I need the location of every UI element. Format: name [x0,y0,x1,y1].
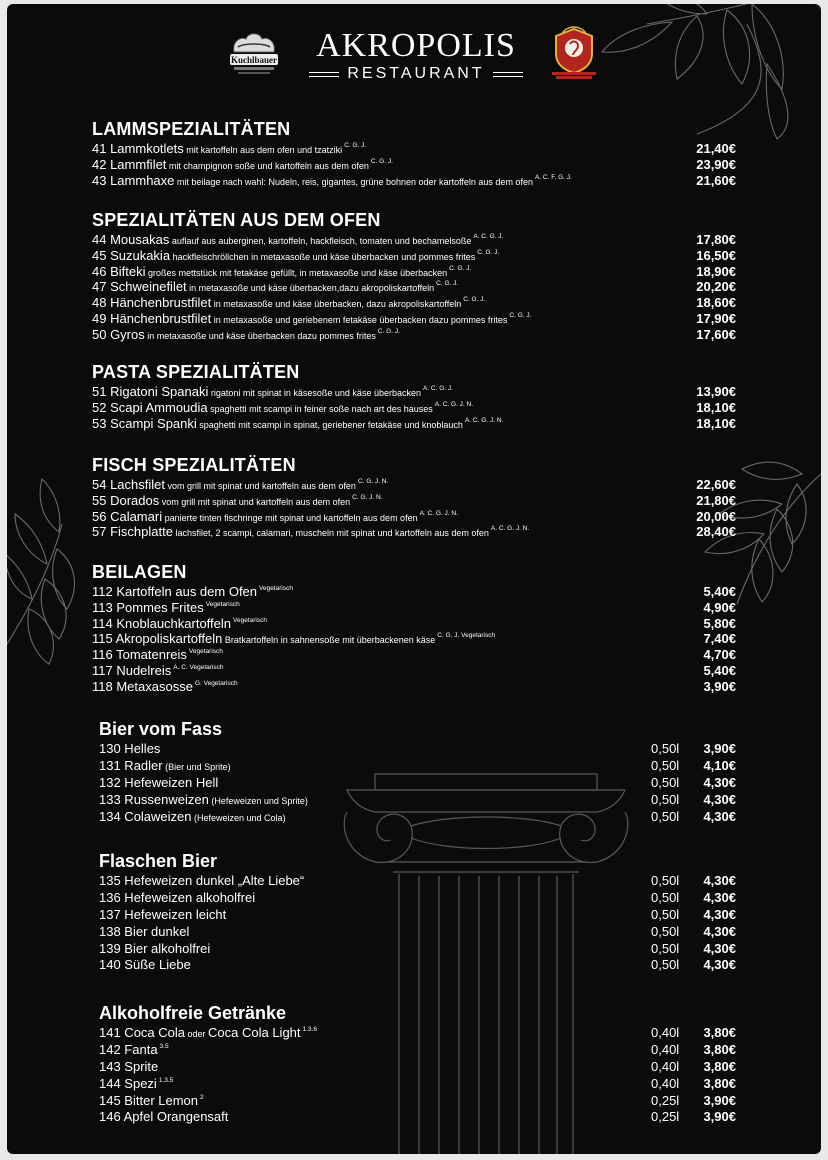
item-description: vom grill mit spinat und kartoffeln aus dem ofen [159,496,351,507]
item-price: 17,80€ [696,232,736,247]
item-description: in metaxasoße und käse überbacken, dazu akropoliskartoffeln [211,299,462,310]
drink-item [99,1025,736,1042]
menu-item [92,477,736,493]
item-description: (Bier und Sprite) [162,761,231,772]
additive-codes: 3.5 [159,1042,169,1050]
item-name: 46 Bifteki [92,263,146,279]
item-price: 28,40€ [696,524,736,540]
menu-item [92,679,736,695]
brand-name: AKROPOLIS [316,27,516,64]
section-title: PASTA SPEZIALITÄTEN [92,362,300,382]
item-volume: 0,50l [651,889,680,905]
allergen-codes: Vegetarisch [205,600,240,608]
item-name: 142 Fanta [99,1041,158,1057]
item-price: 3,90€ [703,678,736,694]
section-title: LAMMSPEZIALITÄTEN [92,119,291,139]
item-price: 3,90€ [703,1109,736,1125]
allergen-codes: Vegetarisch [259,585,293,592]
menu-item [92,647,736,663]
svg-text:Kuchlbauer: Kuchlbauer [230,55,278,65]
item-name: 45 Suzukakia [92,247,171,263]
item-price: 4,90€ [703,599,736,615]
item-name: 115 Akropoliskartoffeln [92,631,223,647]
item-name: 47 Schweinefilet [92,279,187,295]
drink-item [99,1093,736,1110]
allergen-codes: C. G. J. [344,142,367,149]
menu-item [92,509,736,525]
item-name: 51 Rigatoni Spanaki [92,384,209,399]
item-price: 21,40€ [696,141,736,156]
item-name: 137 Hefeweizen leicht [99,906,227,922]
item-description: mit champignon soße und kartoffeln aus dem ofen [166,160,369,171]
item-name: 54 Lachsfilet [92,477,165,492]
item-volume: 0,50l [651,808,680,824]
item-volume: 0,50l [651,906,680,922]
item-name: 44 Mousakas [92,232,170,247]
header [7,24,821,84]
section-pasta-spezialitaeten [92,362,736,431]
item-volume: 0,50l [651,774,680,790]
drink-item [99,907,736,924]
item-price: 20,00€ [696,508,736,524]
item-price: 4,10€ [703,757,736,773]
drink-item [99,924,736,941]
allergen-codes: Vegetarisch [188,648,223,656]
item-volume: 0,40l [651,1058,680,1074]
item-price: 18,90€ [696,263,736,279]
item-description: (Hefeweizen und Cola) [191,812,286,823]
item-description: in metaxasoße und geriebenem fetakäse überbacken dazu pommes frites [211,314,508,325]
item-volume: 0,50l [651,957,680,973]
menu-item [92,173,736,189]
menu-item [92,524,736,540]
item-name: 136 Hefeweizen alkoholfrei [99,889,256,905]
allergen-codes: A. C. G. J. N. [419,509,458,517]
item-description: oder [185,1029,209,1039]
item-price: 3,90€ [703,1092,736,1108]
menu-item [92,416,736,432]
additive-codes: 1.3.6 [302,1026,317,1033]
drink-item [99,792,736,809]
menu-item [92,248,736,264]
item-name: 52 Scapi Ammoudia [92,399,208,415]
allergen-codes: C. G. J. [449,264,472,272]
item-price: 4,30€ [703,791,736,807]
item-name: 141 Coca Cola [99,1025,185,1040]
item-description: in metaxasoße und käse überbacken,dazu akropoliskartoffeln [186,283,435,294]
item-price: 4,70€ [703,647,736,663]
item-price: 3,80€ [703,1075,736,1091]
allergen-codes: G. Vegetarisch [194,679,238,687]
brand-subtitle: RESTAURANT [347,65,485,82]
item-name: 144 Spezi [99,1075,157,1091]
item-volume: 0,50l [651,873,680,888]
item-name: 134 Colaweizen [99,808,192,824]
menu-item [92,493,736,509]
item-name: 56 Calamari [92,508,163,524]
item-volume: 0,25l [651,1092,680,1108]
item-name: 130 Helles [99,741,161,756]
item-name: 145 Bitter Lemon [99,1092,199,1108]
item-price: 5,40€ [703,662,736,678]
section-title: Alkoholfreie Getränke [99,1003,287,1023]
allergen-codes: C. G. J. N. [352,493,383,501]
allergen-codes: A. C. G. J. N. [434,400,474,408]
item-price: 7,40€ [703,631,736,647]
section-title: Bier vom Fass [99,719,223,739]
menu-item [92,600,736,616]
item-name: 43 Lammhaxe [92,172,175,188]
item-name: 138 Bier dunkel [99,923,190,939]
item-price: 5,80€ [703,615,736,631]
item-name: 113 Pommes Frites [92,599,204,615]
allergen-codes: C. G. J. [477,248,500,256]
item-description: panierte tinten fischringe mit spinat und kartoffeln aus dem ofen [162,512,418,523]
item-price: 21,60€ [696,172,736,188]
drink-item [99,1076,736,1093]
item-name-alt: Coca Cola Light [208,1025,301,1040]
item-price: 4,30€ [703,940,736,956]
allergen-codes: A. C. Vegetarisch [173,663,224,671]
allergen-codes: C. G. J. [509,311,532,319]
allergen-codes: A. C. G. J. [422,385,453,392]
item-description: mit beilage nach wahl: Nudeln, reis, gigantes, grüne bohnen oder kartoffeln aus dem ofen [174,176,533,187]
item-description: großes mettstück mit fetakäse gefüllt, in metaxasoße und käse überbacken [145,267,448,278]
drink-item [99,957,736,974]
item-price: 4,30€ [703,808,736,824]
item-volume: 0,50l [651,757,680,773]
allergen-codes: C. G. J. [436,280,459,288]
section-bier-vom-fass [99,718,736,825]
item-name: 133 Russenweizen [99,791,209,807]
allergen-codes: C. G. J. N. [357,478,389,485]
item-price: 17,90€ [696,310,736,326]
menu-item [92,400,736,416]
item-price: 4,30€ [703,889,736,905]
item-volume: 0,25l [651,1109,680,1125]
menu-item [92,616,736,632]
item-price: 17,60€ [696,326,736,342]
brand-logo [303,29,529,82]
item-name: 114 Knoblauchkartoffeln [92,615,232,631]
drink-item [99,873,736,890]
drink-item [99,890,736,907]
item-name: 143 Sprite [99,1058,159,1074]
item-description: auflauf aus auberginen, kartoffeln, hackfleisch, tomaten und bechamelsoße [169,236,472,246]
item-price: 16,50€ [696,247,736,263]
item-name: 146 Apfel Orangensaft [99,1109,229,1125]
menu-item [92,279,736,295]
section-title: Flaschen Bier [99,851,218,871]
item-name: 55 Dorados [92,492,160,508]
item-name: 116 Tomatenreis [92,647,187,663]
additive-codes: 1.3.5 [158,1076,174,1084]
item-price: 23,90€ [696,156,736,172]
item-name: 140 Süße Liebe [99,957,191,973]
item-price: 5,40€ [703,584,736,599]
item-name: 49 Hänchenbrustfilet [92,310,212,326]
item-name: 48 Hänchenbrustfilet [92,295,212,311]
allergen-codes: A. C. G. J. N. [464,416,504,424]
item-price: 22,60€ [696,477,736,492]
item-price: 3,80€ [703,1041,736,1057]
item-description: vom grill mit spinat und kartoffeln aus dem ofen [165,481,356,491]
section-title: BEILAGEN [92,562,187,582]
item-price: 4,30€ [703,957,736,973]
item-description: rigatoni mit spinat in käsesoße und käse überbacken [208,388,421,398]
drink-item [99,741,736,758]
allergen-codes: C. G. J. Vegetarisch [437,632,496,640]
item-volume: 0,40l [651,1025,680,1040]
drink-item [99,1059,736,1076]
item-description: Bratkartoffeln in sahnensoße mit überbackenen käse [222,635,436,646]
item-name: 53 Scampi Spanki [92,415,197,431]
section-beilagen [92,562,736,695]
kuchlbauer-logo-icon [226,30,282,78]
item-price: 4,30€ [703,774,736,790]
item-price: 4,30€ [703,906,736,922]
menu-item [92,264,736,280]
item-price: 20,20€ [696,279,736,295]
item-name: 117 Nudelreis [92,662,172,678]
item-name: 41 Lammkotlets [92,141,184,156]
drink-item [99,775,736,792]
item-price: 13,90€ [696,384,736,399]
menu-item [92,631,736,647]
item-name: 112 Kartoffeln aus dem Ofen [92,584,258,599]
allergen-codes: A. C. G. J. N. [490,525,530,533]
menu-item [92,327,736,343]
item-description: (Hefeweizen und Sprite) [208,795,308,806]
item-price: 21,80€ [696,492,736,508]
item-volume: 0,40l [651,1041,680,1057]
menu-item [92,141,736,157]
section-title: SPEZIALITÄTEN AUS DEM OFEN [92,210,381,230]
item-price: 18,60€ [696,295,736,311]
menu-item [92,295,736,311]
brewery-crest-logo-icon [548,26,600,80]
item-description: mit kartoffeln aus dem ofen und tzatziki [183,145,343,155]
item-volume: 0,50l [651,940,680,956]
menu-item [92,311,736,327]
menu-item [92,663,736,679]
item-name: 57 Fischplatte [92,524,173,540]
section-fisch-spezialitaeten [92,455,736,540]
item-description: in metaxasoße und käse überbacken dazu pommes frites [144,330,376,341]
item-name: 118 Metaxasosse [92,678,193,694]
section-flaschen-bier [99,850,736,974]
item-name: 132 Hefeweizen Hell [99,774,219,790]
drink-item [99,758,736,775]
item-volume: 0,50l [651,741,680,756]
item-volume: 0,50l [651,791,680,807]
item-name: 50 Gyros [92,326,145,342]
section-spezialitaeten-aus-dem-ofen [92,210,736,343]
item-price: 3,80€ [703,1058,736,1074]
item-description: spaghetti mit scampi in spinat, geriebener fetakäse und knoblauch [196,419,463,430]
item-description: spaghetti mit scampi in feiner soße nach art des hauses [207,403,433,414]
item-description: hackfleischröllchen in metaxasoße und käse überbacken und pommes frites [170,251,476,262]
item-price: 3,90€ [703,741,736,756]
drink-item [99,1109,736,1126]
menu-item [92,384,736,400]
drink-item [99,1042,736,1059]
menu-page [7,4,821,1154]
section-title: FISCH SPEZIALITÄTEN [92,455,296,475]
menu-item [92,584,736,600]
section-lammspezialitaeten [92,119,736,188]
item-name: 131 Radler [99,757,163,773]
item-price: 4,30€ [703,873,736,888]
item-price: 18,10€ [696,399,736,415]
olive-branch-left-icon [7,479,74,664]
allergen-codes: A. C. G. J. [473,233,504,240]
item-name: 42 Lammfilet [92,156,167,172]
item-volume: 0,40l [651,1075,680,1091]
additive-codes: 2 [200,1093,204,1101]
menu-item [92,157,736,173]
allergen-codes: C. G. J. [370,157,393,165]
section-alkoholfreie-getraenke [99,1002,736,1126]
allergen-codes: Vegetarisch [233,616,267,624]
drink-item [99,941,736,958]
item-price: 18,10€ [696,415,736,431]
item-name: 135 Hefeweizen dunkel „Alte Liebe“ [99,873,305,888]
drink-item [99,809,736,826]
item-price: 3,80€ [703,1025,736,1040]
item-name: 139 Bier alkoholfrei [99,940,211,956]
item-volume: 0,50l [651,923,680,939]
allergen-codes: C. G. J. [463,296,486,304]
allergen-codes: A. C. F. G. J. [534,173,572,181]
item-description: lachsfilet, 2 scampi, calamari, muscheln mit spinat und kartoffeln aus dem ofen [172,528,489,539]
allergen-codes: C. G. J. [377,327,400,335]
item-price: 4,30€ [703,923,736,939]
menu-item [92,232,736,248]
